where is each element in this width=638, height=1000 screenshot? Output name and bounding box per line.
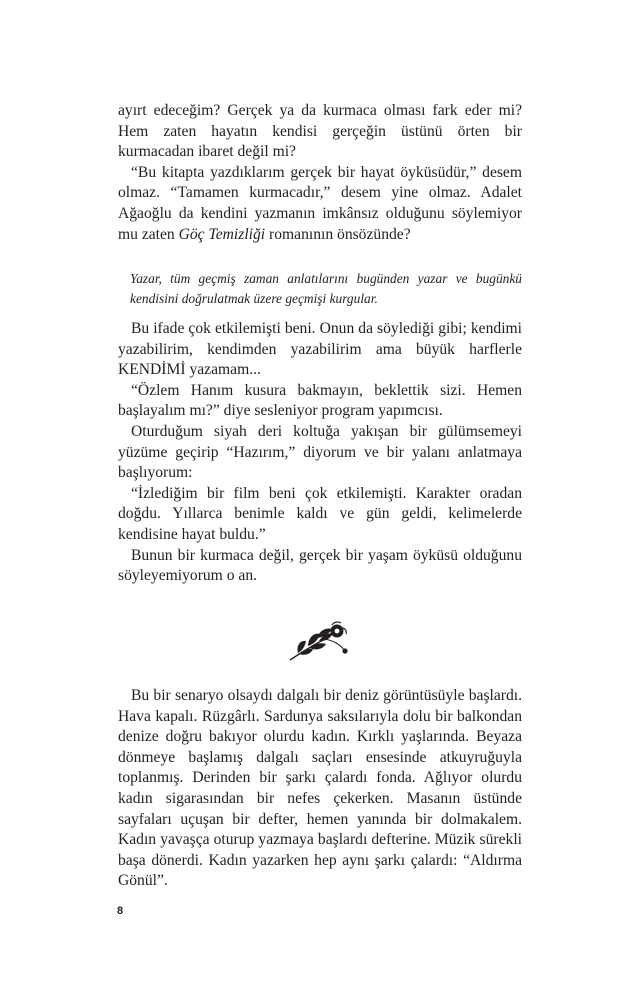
paragraph-dialogue: “Özlem Hanım kusura bakmayın, beklettik sizi. Hemen başlayalım mı?” diye sesleniyor program yapımcısı. xyxy=(118,381,522,420)
page-number: 8 xyxy=(117,905,124,917)
paragraph-text: “Bu kitapta yazdıklarım gerçek bir hayat öyküsüdür,” desem olmaz. “Tamamen kurmacadır,” desem yine olmaz. Adalet Ağaoğlu da kendini yazmanın imkânsız olduğunu söylemiyor mu zaten xyxy=(118,163,522,243)
middle-section xyxy=(118,319,522,587)
book-title: Göç Temizliği xyxy=(178,225,266,243)
paragraph-senaryo: Bu bir senaryo olsaydı dalgalı bir deniz görüntüsüyle başlardı. Hava kapalı. Rüzgârlı. Sardunya saksılarıyla dolu bir balkondan denize doğru bakıyor olurdu kadın. Kırklı yaşlarında. Beyaza dönmeye başlamış dalgalı saçları ensesinde atkuyruğuyla toplanmış. Derinden bir şarkı çalardı fonda. Ağlıyor olurdu kadın sigarasından bir nefes çekerken. Masanın üstünde sayfaları uçuşan bir defter, hemen yanında bir dolmakalem. Kadın yavaşça oturup yazmaya başlardı defterine. Müzik sürekli başa dönerdi. Kadın yazarken hep aynı şarkı çalardı: “Aldırma Gönül”. xyxy=(118,687,522,890)
paragraph: Oturduğum siyah deri koltuğa yakışan bir gülümsemeyi yüzüme geçirip “Hazırım,” diyorum ve bir yalanı anlatmaya başlıyorum: xyxy=(118,422,522,482)
opening-section xyxy=(118,101,522,245)
paragraph-kurmaca xyxy=(118,163,522,245)
paragraph-text-tail: romanının önsözünde? xyxy=(265,225,411,243)
flower-sprig-icon xyxy=(286,620,354,662)
closing-section xyxy=(118,686,522,892)
paragraph-continued: ayırt edeceğim? Gerçek ya da kurmaca olması fark eder mi? Hem zaten hayatın kendisi gerçeğin üstünü örten bir kurmacadan ibaret değil mi? xyxy=(118,102,522,161)
paragraph: Bu ifade çok etkilemişti beni. Onun da söylediği gibi; kendimi yazabilirim, kendimden yazabilirim ama büyük harflerle KENDİMİ yazamam... xyxy=(118,320,522,379)
paragraph-dialogue: “İzlediğim bir film beni çok etkilemişti. Karakter oradan doğdu. Yıllarca benimle kaldı ve gün geldi, kelimelerde kendisine hayat buldu.” xyxy=(118,484,522,543)
block-quote: Yazar, tüm geçmiş zaman anlatılarını bugünden yazar ve bugünkü kendisini doğrulatmak üzere geçmişi kurgular. xyxy=(130,271,522,306)
paragraph: Bunun bir kurmaca değil, gerçek bir yaşam öyküsü olduğunu söyleyemiyorum o an. xyxy=(118,546,522,585)
